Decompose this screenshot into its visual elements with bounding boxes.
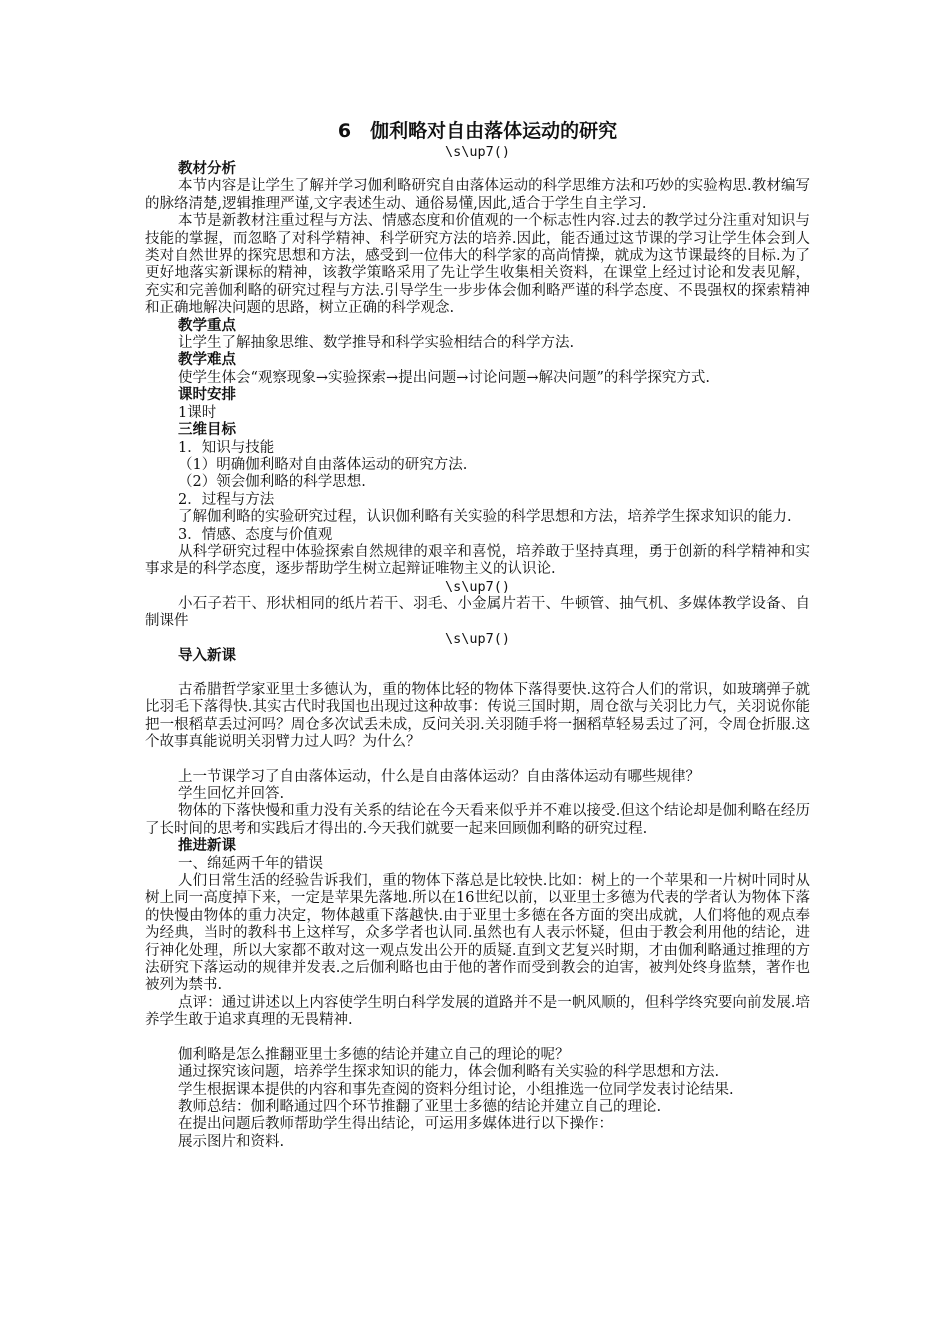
- paragraph: 本节是新教材注重过程与方法、情感态度和价值观的一个标志性内容.过去的教学过分注重对知识与技能的掌握，而忽略了对科学精神、科学研究方法的培养.因此，能否通过这节课的学习让学生体会到人类对自然世界的探究思想和方法，感受到一位伟大的科学家的高尚情操，就成为这节课最终的目标.为了更好地落实新课标的精神，该教学策略采用了先让学生收集相关资料，在课堂上经过讨论和发表见解，充实和完善伽利略的研究过程与方法.引导学生一步步体会伽利略严谨的科学态度、不畏强权的探索精神和正确地解决问题的思路，树立正确的科学观念.: [145, 213, 810, 317]
- paragraph: 古希腊哲学家亚里士多德认为，重的物体比轻的物体下落得要快.这符合人们的常识，如玻璃弹子就比羽毛下落得快.其实古代时我国也出现过这种故事：传说三国时期，周仓欲与关羽比力气，关羽说你能把一根稻草丢过河吗？周仓多次试丢未成，反问关羽.关羽随手将一捆稻草轻易丢过了河，令周仓折服.这个故事真能说明关羽臂力过人吗？为什么？: [145, 681, 810, 751]
- list-item: 3．情感、态度与价值观: [178, 526, 333, 543]
- section-heading: 推进新课: [178, 838, 236, 855]
- paragraph: 小石子若干、形状相同的纸片若干、羽毛、小金属片若干、牛顿管、抽气机、多媒体教学设备、自制课件: [145, 595, 810, 630]
- paragraph: 从科学研究过程中体验探索自然规律的艰辛和喜悦，培养敢于坚持真理，勇于创新的科学精神和实事求是的科学态度，逐步帮助学生树立起辩证唯物主义的认识论.: [145, 543, 810, 578]
- spacer: [145, 665, 810, 682]
- field-code: \s\up7(): [444, 144, 511, 160]
- paragraph: 了解伽利略的实验研究过程，认识伽利略有关实验的科学思想和方法，培养学生探求知识的能力.: [178, 509, 792, 526]
- section-heading: 导入新课: [178, 647, 236, 664]
- section-heading: 教材分析: [178, 161, 236, 177]
- paragraph: 学生根据课本提供的内容和事先查阅的资料分组讨论，小组推选一位同学发表讨论结果.: [178, 1081, 734, 1098]
- subsection-heading: 一、绵延两千年的错误: [178, 855, 323, 872]
- list-item: 2．过程与方法: [178, 491, 275, 508]
- list-item: 1．知识与技能: [178, 439, 275, 456]
- paragraph: 通过探究该问题，培养学生探求知识的能力，体会伽利略有关实验的科学思想和方法.: [178, 1064, 720, 1081]
- paragraph: 展示图片和资料.: [178, 1133, 285, 1150]
- page-title: 6 伽利略对自由落体运动的研究: [337, 120, 618, 142]
- section-heading: 教学重点: [178, 317, 236, 334]
- list-item: （1）明确伽利略对自由落体运动的研究方法.: [178, 456, 468, 473]
- paragraph: 上一节课学习了自由落体运动，什么是自由落体运动？自由落体运动有哪些规律？: [178, 768, 700, 785]
- paragraph: 本节内容是让学生了解并学习伽利略研究自由落体运动的科学思维方法和巧妙的实验构思.教材编写的脉络清楚,逻辑推理严谨,文字表述生动、通俗易懂,因此,适合于学生自主学习.: [145, 178, 810, 212]
- spacer: [145, 1030, 810, 1047]
- document-page: [145, 118, 810, 1151]
- section-heading: 课时安排: [178, 387, 236, 404]
- paragraph: 教师总结：伽利略通过四个环节推翻了亚里士多德的结论并建立自己的理论.: [178, 1098, 662, 1115]
- spacer: [145, 752, 810, 769]
- list-item: （2）领会伽利略的科学思想.: [178, 474, 366, 491]
- paragraph: 使学生体会“观察现象→实验探索→提出问题→讨论问题→解决问题”的科学探究方式.: [178, 369, 711, 386]
- section-heading: 三维目标: [178, 422, 236, 439]
- section-heading: 教学难点: [178, 352, 236, 369]
- paragraph: 学生回忆并回答.: [178, 786, 285, 802]
- paragraph: 人们日常生活的经验告诉我们，重的物体下落总是比较快.比如：树上的一个苹果和一片树叶同时从树上同一高度掉下来，一定是苹果先落地.所以在16世纪以前，以亚里士多德为代表的学者认为物体下落的快慢由物体的重力决定，物体越重下落越快.由于亚里士多德在各方面的突出成就，人们将他的观点奉为经典，当时的教科书上这样写，众多学者也认同.虽然也有人表示怀疑，但由于教会利用他的结论，进行神化处理，所以大家都不敢对这一观点发出公开的质疑.直到文艺复兴时期，才由伽利略通过推理的方法研究下落运动的规律并发表.之后伽利略也由于他的著作而受到教会的迫害，被判处终身监禁，著作也被列为禁书.: [145, 873, 810, 994]
- field-code: \s\up7(): [444, 578, 511, 595]
- paragraph: 让学生了解抽象思维、数学推导和科学实验相结合的科学方法.: [178, 335, 575, 352]
- paragraph: 伽利略是怎么推翻亚里士多德的结论并建立自己的理论的呢？: [178, 1046, 570, 1063]
- field-code: \s\up7(): [444, 630, 511, 647]
- paragraph: 在提出问题后教师帮助学生得出结论，可运用多媒体进行以下操作：: [178, 1116, 613, 1133]
- paragraph: 1课时: [178, 404, 217, 421]
- paragraph: 点评：通过讲述以上内容使学生明白科学发展的道路并不是一帆风顺的，但科学终究要向前发展.培养学生敢于追求真理的无畏精神.: [145, 994, 810, 1029]
- paragraph: 物体的下落快慢和重力没有关系的结论在今天看来似乎并不难以接受.但这个结论却是伽利略在经历了长时间的思考和实践后才得出的.今天我们就要一起来回顾伽利略的研究过程.: [145, 803, 810, 837]
